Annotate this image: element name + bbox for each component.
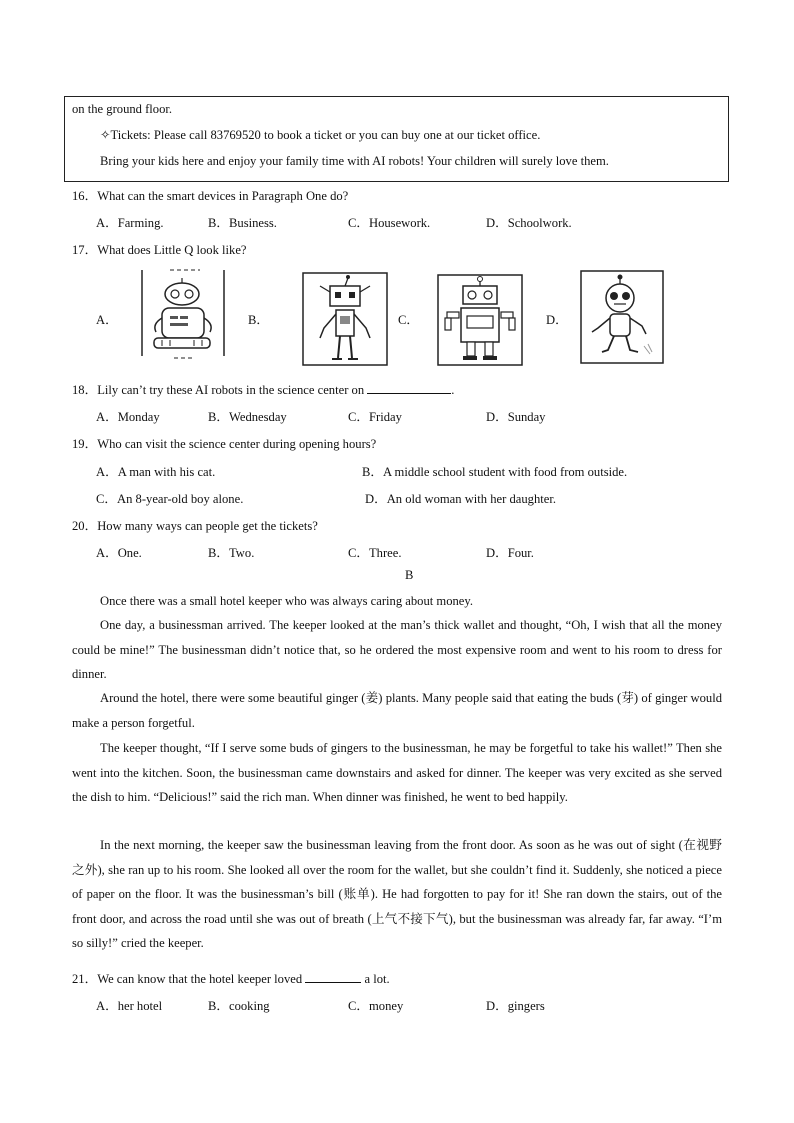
q20-option-a[interactable]: A．One. xyxy=(96,546,142,560)
q18-option-c[interactable]: C．Friday xyxy=(348,410,402,424)
q16-stem: 16．What can the smart devices in Paragraph One do? xyxy=(72,189,349,203)
q21-stem: 21．We can know that the hotel keeper loved xyxy=(72,972,303,986)
q18-option-a[interactable]: A．Monday xyxy=(96,410,160,424)
q21-stem-end: a lot. xyxy=(364,972,390,986)
robot-c-image[interactable] xyxy=(437,274,523,366)
q21-option-b[interactable]: B．cooking xyxy=(208,999,270,1013)
q17-stem: 17．What does Little Q look like? xyxy=(72,243,247,257)
q19-option-d[interactable]: D．An old woman with her daughter. xyxy=(365,492,556,506)
q21-option-c[interactable]: C．money xyxy=(348,999,404,1013)
passage-b-paragraph-2: One day, a businessman arrived. The keeper looked at the man’s thick wallet and thought, “Oh, I wish that all the money could be mine!” The businessman didn’t notice that, so he ordered the most expensive room and went to his room to dress for dinner. xyxy=(72,618,722,681)
q19-option-a[interactable]: A．A man with his cat. xyxy=(96,465,216,479)
robot-a-image[interactable] xyxy=(140,268,228,360)
box-line-2: ✧Tickets: Please call 83769520 to book a ticket or you can buy one at our ticket office. xyxy=(100,128,541,142)
q16-option-d[interactable]: D．Schoolwork. xyxy=(486,216,572,230)
q17-label-d[interactable]: D． xyxy=(546,313,568,327)
q17-label-c[interactable]: C． xyxy=(398,313,419,327)
robot-d-image[interactable] xyxy=(580,270,664,364)
box-line-3: Bring your kids here and enjoy your family time with AI robots! Your children will surely love them. xyxy=(100,154,609,168)
passage-b-paragraph-4: The keeper thought, “If I serve some buds of gingers to the businessman, he may be forgetful to take his wallet!” Then she went into the kitchen. Soon, the businessman came downstairs and asked for dinner. The keeper was very excited as she served the dish to him. “Delicious!” said the rich man. When dinner was finished, he went to bed happily. xyxy=(72,741,722,804)
q19-stem: 19．Who can visit the science center during opening hours? xyxy=(72,437,377,451)
q20-option-d[interactable]: D．Four. xyxy=(486,546,534,560)
q18-answer-blank[interactable] xyxy=(367,383,451,394)
q16-option-a[interactable]: A．Farming. xyxy=(96,216,164,230)
robot-b-image[interactable] xyxy=(302,272,388,366)
box-line-1: on the ground floor. xyxy=(72,102,173,116)
q18-option-d[interactable]: D．Sunday xyxy=(486,410,546,424)
passage-b-paragraph-3: Around the hotel, there were some beautiful ginger (姜) plants. Many people said that eating the buds (芽) of ginger would make a person forgetful. xyxy=(72,691,722,730)
passage-b-paragraph-5: In the next morning, the keeper saw the businessman leaving from the front door. As soon as he was out of sight (在视野之外), she ran up to his room. She looked all over the room for the wallet, but she couldn’t find it. Suddenly, she noticed a piece of paper on the floor. It was the businessman’s bill (账单). He had forgotten to pay for it! She ran down the stairs, out of the front door, and across the road until she was out of breath (上气不接下气), but the businessman was already far, far away. “I’m so silly!” cried the keeper. xyxy=(72,838,722,950)
q20-option-b[interactable]: B．Two. xyxy=(208,546,255,560)
q19-option-c[interactable]: C．An 8-year-old boy alone. xyxy=(96,492,244,506)
q17-label-a[interactable]: A． xyxy=(96,313,118,327)
q21-stem-line xyxy=(72,968,390,987)
q19-option-b[interactable]: B．A middle school student with food from outside. xyxy=(362,465,628,479)
q21-option-d[interactable]: D．gingers xyxy=(486,999,545,1013)
q16-option-b[interactable]: B．Business. xyxy=(208,216,277,230)
q18-stem-end: . xyxy=(451,383,455,397)
q18-stem-line xyxy=(72,379,454,398)
q17-label-b[interactable]: B． xyxy=(248,313,269,327)
q20-stem: 20．How many ways can people get the tickets? xyxy=(72,519,318,533)
q16-option-c[interactable]: C．Housework. xyxy=(348,216,431,230)
q21-option-a[interactable]: A．her hotel xyxy=(96,999,163,1013)
q20-option-c[interactable]: C．Three. xyxy=(348,546,402,560)
q18-option-b[interactable]: B．Wednesday xyxy=(208,410,287,424)
passage-b-paragraph-1: Once there was a small hotel keeper who was always caring about money. xyxy=(100,594,474,608)
q21-answer-blank[interactable] xyxy=(305,972,361,983)
q18-stem: 18．Lily can’t try these AI robots in the science center on xyxy=(72,383,365,397)
section-b-heading: B xyxy=(405,568,414,582)
